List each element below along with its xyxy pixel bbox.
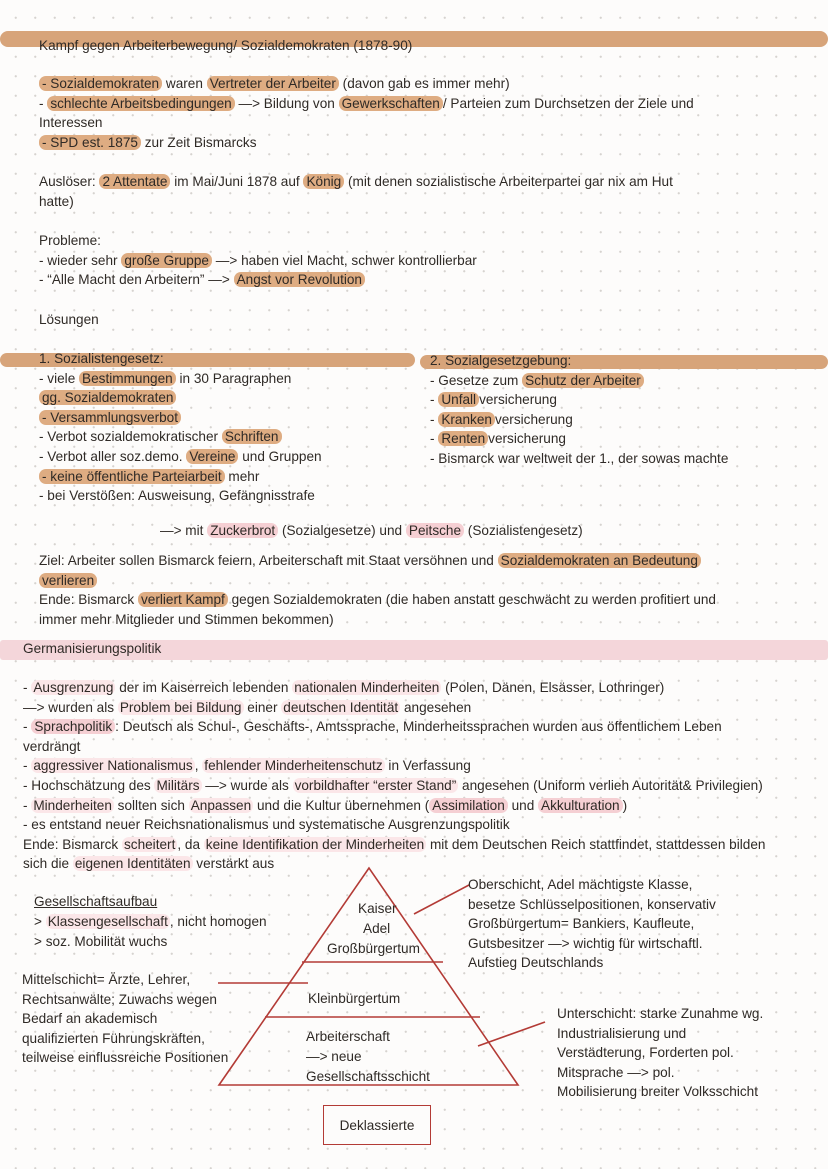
text-line	[39, 408, 181, 427]
text-line	[39, 486, 315, 505]
text-segment: -	[23, 719, 32, 735]
highlighted-text: große Gruppe	[121, 253, 212, 268]
text-segment: —> wurde als	[201, 778, 293, 793]
pyramid-label-gesellschaftsschicht: Gesellschaftsschicht	[306, 1069, 430, 1084]
text-segment: -	[23, 758, 32, 774]
highlighted-text: Renten	[438, 431, 488, 446]
highlighted-text: Klassengesellschaft	[47, 914, 168, 929]
note-line: Mitsprache —> pol.	[557, 1064, 675, 1080]
text-segment: (mit denen sozialistische Arbeiterpartei gar nix am Hut	[344, 174, 673, 189]
text-line	[39, 74, 510, 93]
text-segment: - Verbot aller soz.demo.	[39, 449, 187, 464]
text-segment: angesehen (Uniform verlieh Autorität& Privilegien)	[458, 778, 763, 793]
text-segment: -	[23, 680, 32, 695]
text-segment: —> wurden als	[23, 699, 118, 715]
highlighted-text: König	[303, 174, 344, 189]
loesungen-label: Lösungen	[39, 312, 99, 327]
text-line	[39, 388, 176, 407]
highlighted-text: Peitsche	[406, 523, 464, 538]
text-segment: sollten sich	[113, 797, 189, 813]
text-line	[34, 932, 167, 951]
text-segment: -	[430, 392, 439, 408]
highlighted-text: Sozialdemokraten an Bedeutung	[498, 553, 701, 568]
text-segment: - wieder sehr	[39, 252, 122, 268]
note-line: Aufstieg Deutschlands	[468, 955, 604, 971]
highlighted-text: keine Identifikation der Minderheiten	[205, 836, 425, 852]
note-line: Mobilisierung breiter Volksschicht	[557, 1084, 758, 1100]
text-line	[39, 610, 334, 629]
highlighted-text: eigenen Identitäten	[74, 856, 191, 872]
text-line	[39, 590, 716, 609]
highlighted-text: Assimilation	[429, 798, 508, 813]
text-line	[39, 251, 477, 270]
text-segment: einer	[243, 699, 282, 715]
text-segment: angesehen	[400, 699, 472, 715]
text-line	[430, 410, 573, 429]
text-line	[39, 113, 102, 132]
text-line	[34, 912, 267, 931]
text-segment: - Gesetze zum	[430, 372, 523, 388]
highlighted-text: Ausgrenzung	[33, 680, 114, 695]
text-segment: - Bismarck war weltweit der 1., der sowas machte	[430, 451, 729, 466]
text-segment: —> mit	[160, 523, 208, 538]
text-segment: in 30 Paragraphen	[175, 370, 292, 386]
highlighted-text: schlechte Arbeitsbedingungen	[47, 96, 234, 111]
text-segment: (Sozialgesetze) und	[278, 523, 406, 538]
highlighted-text: Zuckerbrot	[207, 523, 278, 538]
highlighted-text: gg. Sozialdemokraten	[39, 390, 176, 405]
note-line: Gutsbesitzer —> wichtig für wirtschaftl.	[468, 935, 703, 951]
highlighted-text: Schutz der Arbeiter	[522, 373, 644, 388]
text-line	[39, 349, 164, 368]
text-line	[430, 351, 571, 370]
highlighted-text: Kranken	[438, 412, 495, 427]
text-segment: 2. Sozialgesetzgebung:	[430, 353, 572, 368]
highlighted-text: - Versammlungsverbot	[39, 410, 181, 425]
text-segment: im Mai/Juni 1878 auf	[170, 174, 304, 189]
note-line: Rechtsanwälte; Zuwachs wegen	[22, 991, 217, 1007]
highlighted-text: - Sozialdemokraten	[39, 76, 162, 91]
text-segment: sich die	[23, 856, 73, 872]
text-line	[39, 427, 282, 446]
text-segment: / Parteien zum Durchsetzen der Ziele und	[442, 95, 694, 111]
pyramid-label-neue: —> neue	[306, 1049, 362, 1064]
text-segment: Probleme:	[39, 233, 101, 248]
text-segment: Ziel: Arbeiter sollen Bismarck feiern, Arbeiterschaft mit Staat versöhnen und	[39, 553, 498, 568]
note-line: Industrialisierung und	[557, 1025, 687, 1041]
highlighted-text: - keine öffentliche Parteiarbeit	[39, 469, 225, 484]
text-line	[23, 756, 471, 775]
text-segment: verdrängt	[23, 738, 81, 754]
text-segment: gegen Sozialdemokraten (die haben anstatt geschwächt zu werden profitiert und	[227, 592, 716, 608]
text-segment: , nicht homogen	[169, 914, 267, 929]
society-heading: Gesellschaftsaufbau	[34, 894, 158, 909]
text-segment: -	[430, 411, 439, 427]
text-segment: (Sozialistengesetz)	[464, 523, 583, 538]
highlighted-text: Vertreter der Arbeiter	[207, 76, 339, 91]
text-segment: - “Alle Macht den Arbeitern” —>	[39, 272, 234, 288]
text-segment: ,	[194, 758, 203, 774]
text-segment: —> haben viel Macht, schwer kontrollierbar	[212, 252, 477, 268]
note-line: Großbürgertum= Bankiers, Kaufleute,	[468, 916, 695, 932]
text-line	[39, 231, 101, 250]
text-line	[39, 467, 259, 486]
highlighted-text: Schriften	[222, 429, 282, 444]
highlighted-text: Anpassen	[190, 797, 252, 813]
note-line: Verstädterung, Forderten pol.	[557, 1045, 734, 1061]
highlighted-text: 2 Attentate	[99, 174, 170, 189]
text-segment: - Verbot sozialdemokratischer	[39, 429, 222, 445]
pyramid-label-adel: Adel	[363, 921, 391, 936]
text-line	[23, 815, 510, 834]
text-line	[39, 172, 673, 191]
text-segment: —> Bildung von	[234, 95, 339, 111]
highlighted-text: Problem bei Bildung	[119, 699, 242, 715]
text-segment: , da	[177, 836, 204, 852]
text-line	[39, 447, 322, 466]
text-line	[23, 776, 763, 795]
highlighted-text: fehlender Minderheitenschutz	[204, 758, 383, 774]
text-segment: und Gruppen	[238, 449, 322, 464]
highlighted-text: Sprachpolitik	[31, 719, 115, 734]
text-segment: in Verfassung	[384, 758, 471, 774]
text-segment: versicherung	[494, 411, 573, 427]
deklassierte-label: Deklassierte	[339, 1117, 415, 1133]
highlighted-text: Akkulturation	[538, 798, 623, 813]
text-line	[160, 521, 583, 540]
text-line	[430, 371, 644, 390]
highlighted-text: Bestimmungen	[79, 371, 176, 386]
text-segment: - es entstand neuer Reichsnationalismus und systematische Ausgrenzungspolitik	[23, 817, 510, 833]
highlighted-text: verliert Kampf	[138, 592, 228, 607]
pyramid-label-kaiser: Kaiser	[358, 901, 397, 916]
connector-unterschicht	[478, 1022, 545, 1046]
text-segment: zur Zeit Bismarcks	[140, 134, 257, 150]
text-segment: immer mehr Mitglieder und Stimmen bekommen)	[39, 611, 334, 627]
highlighted-text: scheitert	[123, 836, 176, 852]
highlighted-text: verlieren	[39, 573, 97, 588]
highlighted-text: vorbildhafter “erster Stand”	[294, 778, 457, 793]
text-line	[23, 796, 627, 815]
text-segment: -	[39, 95, 48, 111]
text-line	[23, 678, 664, 697]
text-segment: )	[622, 797, 628, 813]
section-title: Kampf gegen Arbeiterbewegung/ Sozialdemokraten (1878-90)	[39, 38, 413, 53]
highlighted-text: - SPD est. 1875	[39, 135, 141, 150]
text-line	[39, 551, 701, 570]
text-segment: : Deutsch als Schul-, Geschäfts-, Amtssprache, Minderheitssprachen wurden aus öffentlichem Leben	[115, 719, 722, 735]
text-segment: Ende: Bismarck	[39, 592, 138, 608]
text-line	[23, 835, 765, 854]
text-line	[39, 270, 365, 289]
text-line	[23, 854, 274, 873]
text-segment: versicherung	[479, 392, 557, 408]
text-line	[39, 192, 74, 211]
text-segment: (Polen, Dänen, Elsässer, Lothringer)	[441, 680, 665, 695]
text-segment: -	[430, 431, 439, 447]
note-line: teilweise einflussreiche Positionen	[22, 1050, 229, 1066]
text-line	[39, 369, 291, 388]
text-segment: mit dem Deutschen Reich stattfindet, stattdessen bilden	[426, 836, 766, 852]
pyramid-label-kleinbuergertum: Kleinbürgertum	[308, 991, 401, 1006]
text-line	[430, 429, 566, 448]
highlighted-text: aggressiver Nationalismus	[33, 758, 193, 774]
highlighted-text: deutschen Identität	[283, 699, 399, 715]
note-line: Bedarf an akademisch	[22, 1011, 158, 1027]
text-line	[23, 737, 80, 756]
text-segment: - viele	[39, 370, 80, 386]
text-segment: - Hochschätzung des	[23, 778, 155, 793]
text-segment: der im Kaiserreich lebenden	[115, 680, 293, 695]
text-line	[430, 390, 557, 409]
highlighted-text: Unfall	[438, 392, 479, 407]
highlighted-text: nationalen Minderheiten	[294, 680, 440, 695]
text-segment: mehr	[224, 468, 260, 484]
text-line	[23, 698, 471, 717]
text-segment: verstärkt aus	[192, 856, 275, 872]
text-line	[23, 717, 722, 736]
note-line: besetze Schlüsselpositionen, konservativ	[468, 896, 716, 912]
text-segment: Auslöser:	[39, 174, 100, 189]
text-line	[39, 571, 97, 590]
deklassierte-box	[323, 1105, 431, 1145]
text-line	[430, 449, 728, 468]
text-segment: (davon gab es immer mehr)	[338, 76, 510, 91]
text-segment: 1. Sozialistengesetz:	[39, 351, 164, 366]
text-segment: hatte)	[39, 193, 74, 209]
pyramid-label-arbeiterschaft: Arbeiterschaft	[306, 1029, 390, 1044]
text-line	[39, 94, 694, 113]
text-segment: > soz. Mobilität wuchs	[34, 933, 168, 949]
text-segment: >	[34, 914, 46, 929]
text-segment: -	[23, 797, 32, 813]
section-title: Germanisierungspolitik	[23, 641, 162, 656]
highlighted-text: Angst vor Revolution	[234, 272, 365, 287]
text-segment: und	[507, 797, 539, 813]
text-segment: und die Kultur übernehmen (	[253, 797, 430, 813]
text-segment: versicherung	[488, 431, 566, 447]
pyramid-label-grossbuergertum: Großbürgertum	[327, 941, 420, 956]
text-segment: Interessen	[39, 115, 103, 131]
text-segment: - bei Verstößen: Ausweisung, Gefängnisstrafe	[39, 488, 315, 504]
highlighted-text: Vereine	[186, 449, 238, 464]
note-line: Unterschicht: starke Zunahme wg.	[557, 1006, 764, 1021]
text-segment: Ende: Bismarck	[23, 836, 122, 852]
highlighted-text: Militärs	[156, 778, 200, 793]
note-line: Oberschicht, Adel mächtigste Klasse,	[468, 877, 693, 892]
highlighted-text: Gewerkschaften	[339, 96, 443, 111]
note-line: qualifizierten Führungskräften,	[22, 1030, 205, 1046]
note-line: Mittelschicht= Ärzte, Lehrer,	[22, 972, 191, 987]
connector-oberschicht	[414, 885, 469, 914]
text-segment: waren	[162, 76, 207, 91]
text-line	[39, 133, 257, 152]
highlighted-text: Minderheiten	[33, 797, 112, 813]
